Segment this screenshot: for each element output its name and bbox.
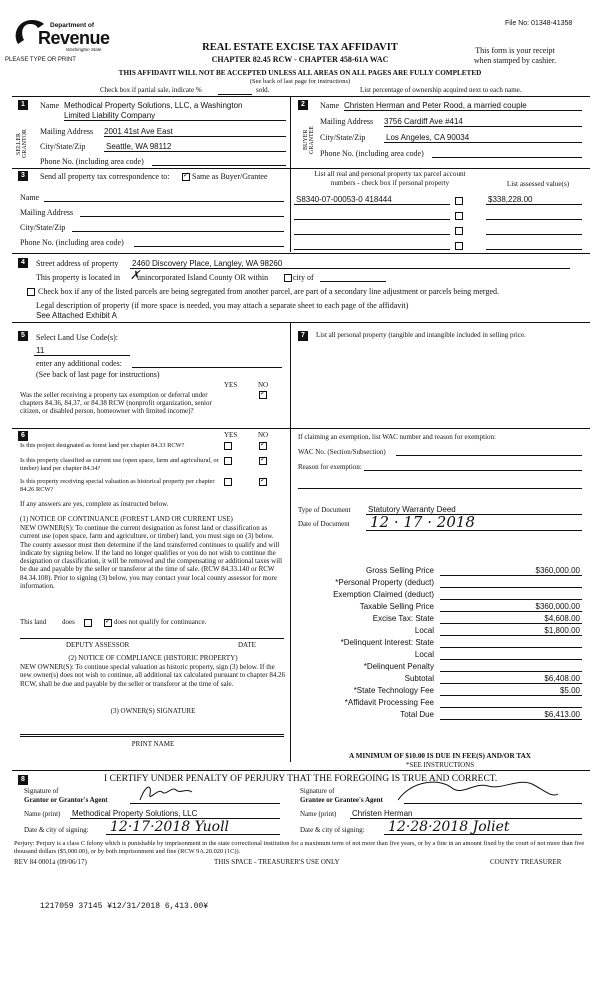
divider-1-2 bbox=[290, 96, 291, 168]
s6-forest-no[interactable] bbox=[259, 442, 267, 450]
tax-row-label: Gross Selling Price bbox=[365, 566, 434, 575]
divider-5-7 bbox=[290, 322, 291, 762]
personal-property-instruction: List all personal property (tangible and intangible included in selling price. bbox=[316, 331, 526, 339]
see-instructions-note: *SEE INSTRUCTIONS bbox=[405, 761, 475, 769]
rule-after-3 bbox=[12, 253, 590, 254]
city-of-field[interactable] bbox=[320, 281, 386, 282]
reason-label: Reason for exemption: bbox=[298, 463, 362, 471]
document-date-label: Date of Document bbox=[298, 520, 350, 528]
personal-property-checkbox-1[interactable] bbox=[455, 197, 463, 205]
grantee-date-label: Date & city of signing: bbox=[300, 826, 365, 834]
s3-name-label: Name bbox=[20, 193, 40, 202]
within-city-checkbox[interactable] bbox=[284, 274, 292, 282]
rule-top bbox=[12, 96, 590, 97]
seller-name-line-1[interactable]: Methodical Property Solutions, LLC, a Washington bbox=[64, 101, 243, 110]
partial-sale-field[interactable] bbox=[218, 94, 252, 95]
s6-forest-question: Is this project designated as forest land per chapter 84.33 RCW? bbox=[20, 442, 185, 449]
parcel-header-1: List all real and personal property tax parcel account bbox=[314, 170, 466, 178]
tax-row-value[interactable]: $1,800.00 bbox=[544, 626, 580, 635]
buyer-grantee-label: BUYER GRANTEE bbox=[303, 126, 315, 154]
s3-phone-label: Phone No. (including area code) bbox=[20, 238, 124, 247]
buyer-mail-underline bbox=[384, 126, 582, 127]
document-type-label: Type of Document bbox=[298, 506, 351, 514]
tax-row-underline bbox=[440, 707, 582, 708]
owner-print-line bbox=[20, 736, 284, 737]
assessed-row-4[interactable] bbox=[486, 249, 582, 250]
divider-3 bbox=[290, 168, 291, 252]
form-title: REAL ESTATE EXCISE TAX AFFIDAVIT bbox=[202, 42, 398, 53]
s3-mail-field[interactable] bbox=[80, 216, 284, 217]
grantee-agent-label: Grantee or Grantee's Agent bbox=[300, 796, 383, 804]
grantor-date-city[interactable]: 12·17·2018 Yuoll bbox=[110, 819, 230, 835]
legal-description[interactable]: See Attached Exhibit A bbox=[36, 311, 117, 320]
tax-row-underline bbox=[440, 719, 582, 720]
parcel-row-3[interactable] bbox=[294, 234, 450, 235]
s1-mail-label: Mailing Address bbox=[40, 127, 94, 136]
tax-row-label: Local bbox=[414, 626, 434, 635]
tax-row-underline bbox=[440, 599, 582, 600]
seller-city-underline bbox=[104, 151, 286, 152]
seller-name-line-2[interactable]: Limited Liability Company bbox=[64, 111, 156, 120]
not-accepted-warning: THIS AFFIDAVIT WILL NOT BE ACCEPTED UNLESS ALL AREAS ON ALL PAGES ARE FULLY COMPLETED bbox=[118, 69, 482, 77]
print-name-label: PRINT NAME bbox=[131, 740, 175, 748]
same-as-buyer-checkbox[interactable] bbox=[182, 173, 190, 181]
s5-see-back: (See back of last page for instructions) bbox=[36, 370, 160, 379]
seller-city-state-zip[interactable]: Seattle, WA 98112 bbox=[106, 142, 172, 151]
continuance-body: NEW OWNER(S): To continue the current designation as forest land or classification as current use (open space, farm and agriculture, or timber) land, you must sign on (3) below. The county assessor must then determine if the land transferred continues to qualify and will indicate by signing below. If the land no longer qualifies or you do not wish to continue the designation or classification, it will be removed and the compensating or additional taxes will be due and payable by the seller or transferor at the time of sale. (RCW 84.33.140 or RCW 84.34.108). Prior to signing (3) below, you may contact your local county assessor for more information. bbox=[20, 524, 283, 591]
land-use-label: Select Land Use Code(s): bbox=[36, 333, 118, 342]
buyer-name-underline bbox=[344, 110, 582, 111]
additional-codes-field[interactable] bbox=[132, 367, 282, 368]
minimum-due-notice: A MINIMUM OF $10.00 IS DUE IN FEE(S) AND/OR TAX bbox=[349, 752, 531, 760]
grantee-signature-icon bbox=[392, 776, 562, 810]
s6-if-yes: If any answers are yes, complete as instructed below. bbox=[20, 500, 169, 508]
s3-send-label: Send all property tax correspondence to: bbox=[40, 172, 170, 181]
segregated-checkbox[interactable] bbox=[27, 288, 35, 296]
assessed-value[interactable]: $338,228.00 bbox=[488, 195, 533, 204]
deputy-date-label: DATE bbox=[238, 641, 256, 649]
grantor-sig-label: Signature of bbox=[24, 787, 59, 795]
tax-row-label: *Personal Property (deduct) bbox=[335, 578, 434, 587]
grantor-signature-icon bbox=[136, 780, 206, 806]
segregated-label: Check box if any of the listed parcels are being segregated from another parcel, are part of a secondary line adjustment or parcels being merged. bbox=[38, 287, 499, 296]
tax-row-value[interactable]: $360,000.00 bbox=[535, 602, 580, 611]
s3-city-label: City/State/Zip bbox=[20, 223, 66, 232]
wac-label: WAC No. (Section/Subsection) bbox=[298, 448, 386, 456]
s6-current-use-yes[interactable] bbox=[224, 457, 232, 465]
buyer-city-state-zip[interactable]: Los Angeles, CA 90034 bbox=[386, 133, 470, 142]
seller-grantor-label: SELLER GRANTOR bbox=[16, 129, 28, 159]
parcel-number[interactable]: S8340-07-00053-0 418444 bbox=[296, 195, 392, 204]
document-date[interactable]: 12 · 17 · 2018 bbox=[370, 513, 475, 531]
tax-row-underline bbox=[440, 587, 582, 588]
tax-row-label: *Delinquent Interest: State bbox=[340, 638, 434, 647]
s6-historic-yes[interactable] bbox=[224, 478, 232, 486]
located-in-label: This property is located in bbox=[36, 273, 120, 282]
rule-before-8 bbox=[12, 770, 590, 771]
property-street-address[interactable]: 2460 Discovery Place, Langley, WA 98260 bbox=[132, 259, 283, 268]
doc-date-underline bbox=[366, 530, 582, 531]
tax-row-label: Taxable Selling Price bbox=[359, 602, 434, 611]
treasurer-space: THIS SPACE - TREASURER'S USE ONLY bbox=[214, 858, 340, 866]
exemption-label: If claiming an exemption, list WAC number and reason for exemption: bbox=[298, 433, 496, 441]
section-6-badge: 6 bbox=[18, 431, 28, 441]
treasurer-stamp: 1217059 37145 ¥12/31/2018 6,413.00¥ bbox=[40, 902, 209, 911]
s3-city-field[interactable] bbox=[72, 231, 284, 232]
tax-row-value[interactable]: $360,000.00 bbox=[535, 566, 580, 575]
grantee-date-city[interactable]: 12·28·2018 Joliet bbox=[388, 819, 510, 835]
buyer-mailing-address[interactable]: 3756 Cardiff Ave #414 bbox=[384, 117, 463, 126]
personal-property-checkbox-2[interactable] bbox=[455, 212, 463, 220]
assessed-row-2[interactable] bbox=[486, 219, 582, 220]
grantor-print-name[interactable]: Methodical Property Solutions, LLC bbox=[72, 809, 198, 818]
seller-phone-field[interactable] bbox=[152, 165, 286, 166]
section-8-badge: 8 bbox=[18, 775, 28, 785]
personal-property-checkbox-3[interactable] bbox=[455, 227, 463, 235]
certify-statement: I CERTIFY UNDER PENALTY OF PERJURY THAT THE FOREGOING IS TRUE AND CORRECT. bbox=[104, 774, 498, 784]
dor-logo bbox=[10, 14, 120, 54]
does-not-label: does not qualify for continuance. bbox=[114, 618, 207, 626]
logo-state: Washington State bbox=[66, 47, 102, 52]
tax-row-label: Subtotal bbox=[404, 674, 434, 683]
s2-city-label: City/State/Zip bbox=[320, 133, 366, 142]
tax-row-label: *Delinquent Penalty bbox=[363, 662, 434, 671]
grantee-print-name[interactable]: Christen Herman bbox=[352, 809, 413, 818]
s1-name-label: Name bbox=[40, 101, 60, 110]
s5-no-header: NO bbox=[258, 381, 269, 389]
city-of-label: city of bbox=[293, 273, 314, 282]
s2-mail-label: Mailing Address bbox=[320, 117, 374, 126]
please-type: PLEASE TYPE OR PRINT bbox=[5, 57, 76, 63]
section-7-badge: 7 bbox=[298, 331, 308, 341]
tax-row-label: *Affidavit Processing Fee bbox=[344, 698, 434, 707]
s6-yes-header: YES bbox=[224, 431, 238, 439]
owner-signature-line[interactable] bbox=[20, 734, 284, 735]
sold-label: sold. bbox=[256, 86, 270, 94]
s2-phone-label: Phone No. (including area code) bbox=[320, 149, 424, 158]
grantee-sig-label: Signature of bbox=[300, 787, 335, 795]
wac-field[interactable] bbox=[396, 455, 582, 456]
s3-name-field[interactable] bbox=[44, 201, 284, 202]
s3-phone-field[interactable] bbox=[134, 246, 284, 247]
additional-codes-label: enter any additional codes: bbox=[36, 359, 122, 368]
seller-mailing-address[interactable]: 2001 41st Ave East bbox=[104, 127, 173, 136]
ownership-instruction: List percentage of ownership acquired next to each name. bbox=[360, 86, 522, 94]
grantee-print-label: Name (print) bbox=[300, 810, 337, 818]
partial-sale-label: Check box if partial sale, indicate % bbox=[100, 86, 202, 94]
buyer-phone-field[interactable] bbox=[432, 157, 582, 158]
land-use-code[interactable]: 11 bbox=[36, 346, 45, 355]
tax-row-label: Local bbox=[414, 650, 434, 659]
land-use-underline bbox=[34, 355, 130, 356]
assessed-row-1 bbox=[486, 204, 582, 205]
s5-no-checkbox[interactable] bbox=[259, 391, 267, 399]
tax-row-underline bbox=[440, 623, 582, 624]
rule-after-4 bbox=[12, 322, 590, 323]
land-does-not-qualify-checkbox[interactable] bbox=[104, 619, 112, 627]
street-address-label: Street address of property bbox=[36, 259, 119, 268]
tax-row-label: *State Technology Fee bbox=[353, 686, 434, 695]
s6-no-header: NO bbox=[258, 431, 269, 439]
historic-title: (2) NOTICE OF COMPLIANCE (HISTORIC PROPERTY) bbox=[68, 654, 238, 662]
perjury-notice: Perjury: Perjury is a class C felony which is punishable by imprisonment in the state correctional institution for a maximum term of not more than five years, or by a fine in an amount fixed by the court of not more than five thousand dollars ($5,000.00), or by both imprisonment and fine (RCW 9A.20.020 (1C)). bbox=[14, 840, 585, 855]
deputy-assessor-label: DEPUTY ASSESSOR bbox=[66, 641, 130, 649]
parcel-row-2[interactable] bbox=[294, 219, 450, 220]
does-label: does bbox=[62, 618, 75, 626]
owner-signature-label: (3) OWNER(S) SIGNATURE bbox=[110, 707, 196, 715]
parcel-row-1 bbox=[294, 204, 450, 205]
s1-phone-label: Phone No. (including area code) bbox=[40, 157, 144, 166]
tax-row-underline bbox=[440, 635, 582, 636]
tax-row-underline bbox=[440, 647, 582, 648]
logo-dept-of: Department of bbox=[50, 22, 95, 29]
reason-field-2[interactable] bbox=[298, 488, 582, 489]
document-type[interactable]: Statutory Warranty Deed bbox=[368, 505, 456, 514]
tax-row-underline bbox=[440, 671, 582, 672]
reason-field[interactable] bbox=[364, 470, 582, 471]
buyer-name[interactable]: Christen Herman and Peter Rood, a married couple bbox=[344, 101, 527, 110]
tax-row-label: Total Due bbox=[400, 710, 434, 719]
tax-row-underline bbox=[440, 575, 582, 576]
grantor-print-label: Name (print) bbox=[24, 810, 61, 818]
section-4-badge: 4 bbox=[18, 258, 28, 268]
section-3-badge: 3 bbox=[18, 171, 28, 181]
legal-description-label: Legal description of property (if more space is needed, you may attach a separate sheet to each page of the affidavit) bbox=[36, 301, 409, 310]
historic-body: NEW OWNER(S): To continue special valuation as historic property, sign (3) below. If the new owner(s) does not wish to continue, all additional tax calculated pursuant to chapter 84.26 RCW, shall be due and payable by the seller or transferor at the time of sale. bbox=[20, 663, 286, 688]
s3-mail-label: Mailing Address bbox=[20, 208, 74, 217]
s2-name-label: Name bbox=[320, 101, 340, 110]
assessed-header: List assessed value(s) bbox=[506, 180, 570, 188]
rule-after-1-2 bbox=[12, 168, 590, 169]
grantor-date-label: Date & city of signing: bbox=[24, 826, 89, 834]
s5-exemption-question: Was the seller receiving a property tax exemption or deferral under chapters 84.36, 84.37, or 84.38 RCW (nonprofit organization, senior citizen, or disabled person, homeowner with limited income)? bbox=[20, 391, 212, 416]
buyer-city-underline bbox=[384, 142, 582, 143]
rule-5-6 bbox=[12, 428, 290, 429]
rule-7-exemption bbox=[290, 428, 590, 429]
tax-row-value[interactable]: $6,408.00 bbox=[544, 674, 580, 683]
tax-row-underline bbox=[440, 683, 582, 684]
form-revision: REV 84 0001a (09/06/17) bbox=[14, 858, 87, 866]
grantee-date-underline bbox=[384, 834, 582, 835]
assessed-row-3[interactable] bbox=[486, 234, 582, 235]
tax-row-value[interactable]: $6,413.00 bbox=[544, 710, 580, 719]
section-1-badge: 1 bbox=[18, 100, 28, 110]
section-2-badge: 2 bbox=[298, 100, 308, 110]
continuance-title: (1) NOTICE OF CONTINUANCE (FOREST LAND OR CURRENT USE) bbox=[20, 515, 233, 523]
parcel-header-2: numbers - check box if personal property bbox=[330, 179, 450, 187]
tax-row-label: Exemption Claimed (deduct) bbox=[333, 590, 434, 599]
section-5-badge: 5 bbox=[18, 331, 28, 341]
s6-current-use-question: Is this property classified as current use (open space, farm and agricultural, or timber) land per chapter 84.34? bbox=[20, 457, 219, 472]
seller-mail-underline bbox=[104, 136, 286, 137]
s1-city-label: City/State/Zip bbox=[40, 142, 86, 151]
receipt-line-2: when stamped by cashier. bbox=[473, 56, 557, 65]
seller-name-underline bbox=[64, 120, 286, 121]
receipt-line-1: This form is your receipt bbox=[475, 46, 555, 55]
street-underline bbox=[130, 268, 570, 269]
form-subtitle: CHAPTER 82.45 RCW - CHAPTER 458-61A WAC bbox=[211, 55, 389, 64]
s6-forest-yes[interactable] bbox=[224, 442, 232, 450]
unincorporated-label: unincorporated Island County OR within bbox=[137, 273, 269, 282]
logo-revenue: Revenue bbox=[38, 28, 110, 48]
land-does-qualify-checkbox[interactable] bbox=[84, 619, 92, 627]
tax-row-value[interactable]: $4,608.00 bbox=[544, 614, 580, 623]
personal-property-checkbox-4[interactable] bbox=[455, 242, 463, 250]
s5-yes-header: YES bbox=[224, 381, 238, 389]
tax-row-underline bbox=[440, 659, 582, 660]
this-land-label: This land bbox=[20, 618, 47, 626]
same-as-buyer-label: Same as Buyer/Grantee bbox=[192, 172, 268, 181]
s6-current-use-no[interactable] bbox=[259, 457, 267, 465]
s6-historic-no[interactable] bbox=[259, 478, 267, 486]
grantor-date-underline bbox=[106, 834, 280, 835]
file-number: File No: 01348-41358 bbox=[505, 20, 573, 27]
tax-row-label: Excise Tax: State bbox=[372, 614, 434, 623]
grantor-agent-label: Grantor or Grantor's Agent bbox=[24, 796, 108, 804]
county-treasurer-label: COUNTY TREASURER bbox=[490, 858, 562, 866]
located-check-mark: ✗ bbox=[130, 268, 141, 282]
tax-row-value[interactable]: $5.00 bbox=[559, 686, 580, 695]
see-back-instructions: (See back of last page for instructions) bbox=[249, 78, 351, 85]
deputy-signature-line[interactable] bbox=[20, 638, 284, 639]
s6-historic-question: Is this property receiving special valuation as historical property per chapter 84.26 RCW? bbox=[20, 478, 215, 493]
tax-row-underline bbox=[440, 611, 582, 612]
parcel-row-4[interactable] bbox=[294, 249, 450, 250]
tax-row-underline bbox=[440, 695, 582, 696]
